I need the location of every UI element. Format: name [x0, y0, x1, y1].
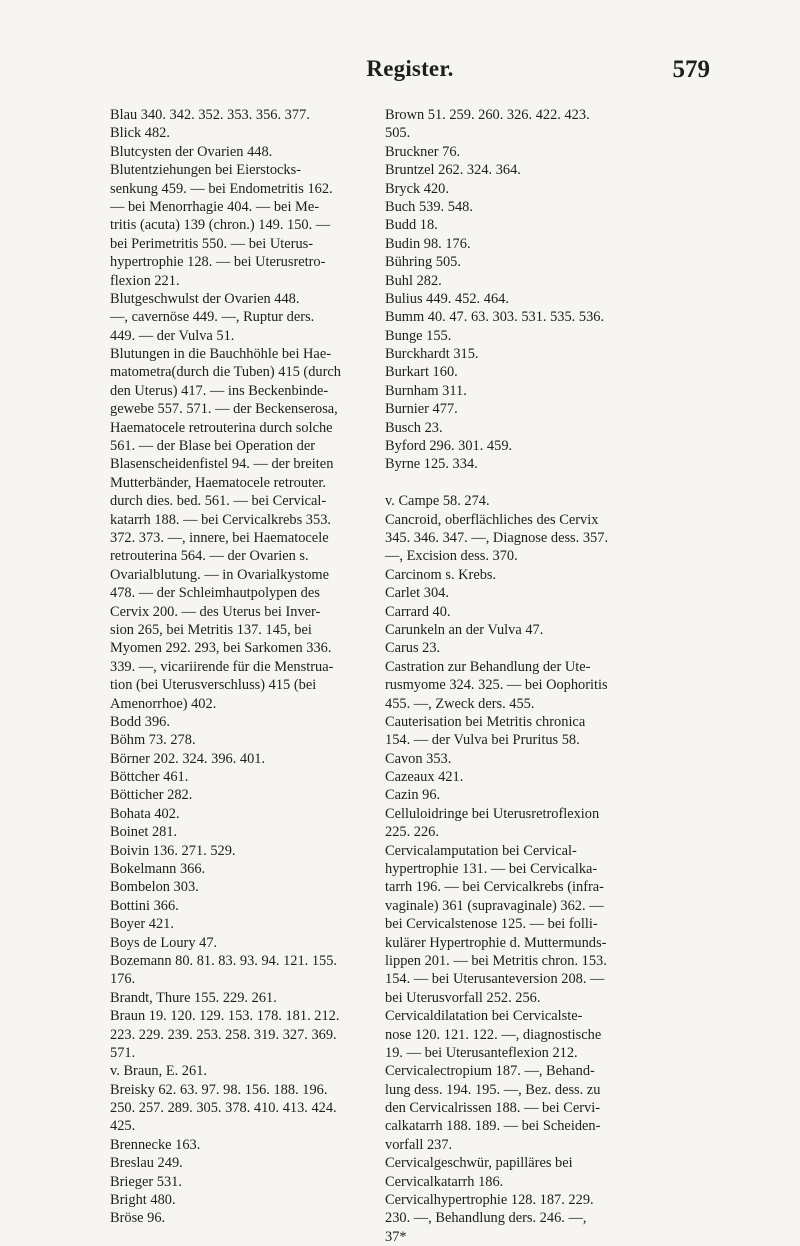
index-line: nose 120. 121. 122. —, diagnostische: [385, 1026, 602, 1043]
index-line: lung dess. 194. 195. —, Bez. dess. zu: [385, 1081, 601, 1098]
index-line: hypertrophie 128. — bei Uterusretro-: [110, 254, 326, 271]
index-line: Böttcher 461.: [110, 769, 189, 786]
index-line: Burnham 311.: [385, 382, 467, 399]
index-line: Carrard 40.: [385, 603, 451, 620]
index-line: Buhl 282.: [385, 272, 442, 289]
index-line: calkatarrh 188. 189. — bei Scheiden-: [385, 1118, 601, 1135]
index-line: Cervicalgeschwür, papilläres bei: [385, 1155, 573, 1172]
index-line: 250. 257. 289. 305. 378. 410. 413. 424.: [110, 1100, 337, 1117]
index-line: v. Braun, E. 261.: [110, 1063, 207, 1080]
page-header: [110, 56, 710, 90]
index-line: rusmyome 324. 325. — bei Oophoritis: [385, 677, 608, 694]
index-line: Braun 19. 120. 129. 153. 178. 181. 212.: [110, 1008, 340, 1025]
index-line: Cervicaldilatation bei Cervicalste-: [385, 1008, 583, 1025]
index-line: Bottini 366.: [110, 897, 179, 914]
index-line: Budd 18.: [385, 217, 438, 234]
index-line: 505.: [385, 125, 411, 142]
index-line: lippen 201. — bei Metritis chron. 153.: [385, 952, 607, 969]
index-line: Bunge 155.: [385, 327, 452, 344]
index-line: Haematocele retrouterina durch solche: [110, 419, 333, 436]
index-line: 455. —, Zweck ders. 455.: [385, 695, 535, 712]
page-number: 579: [672, 56, 710, 83]
index-line: 154. — bei Uterusanteversion 208. —: [385, 971, 605, 988]
index-line: Bruckner 76.: [385, 143, 461, 160]
index-line: —, cavernöse 449. —, Ruptur ders.: [110, 309, 315, 326]
index-line: —, Excision dess. 370.: [385, 548, 518, 565]
index-line: vaginale) 361 (supravaginale) 362. —: [385, 897, 604, 914]
index-line: 37*: [385, 1228, 407, 1245]
index-line: Boivin 136. 271. 529.: [110, 842, 236, 859]
index-line: 230. —, Behandlung ders. 246. —,: [385, 1210, 587, 1227]
page-title: Register.: [366, 56, 454, 81]
index-line: Brennecke 163.: [110, 1136, 201, 1153]
index-line: Cancroid, oberflächliches des Cervix: [385, 511, 599, 528]
index-line: bei Cervicalstenose 125. — bei folli-: [385, 916, 598, 933]
index-line: matometra(durch die Tuben) 415 (durch: [110, 364, 341, 381]
index-line: Blau 340. 342. 352. 353. 356. 377.: [110, 107, 310, 123]
index-line: Cervix 200. — des Uterus bei Inver-: [110, 603, 321, 620]
index-line: Carcinom s. Krebs.: [385, 566, 497, 583]
index-line: v. Campe 58. 274.: [385, 493, 490, 510]
index-line: Carus 23.: [385, 640, 441, 657]
index-line: 561. — der Blase bei Operation der: [110, 438, 316, 455]
index-line: Cervicalectropium 187. —, Behand-: [385, 1063, 595, 1080]
index-line: tritis (acuta) 139 (chron.) 149. 150. —: [110, 217, 331, 234]
index-line: Blutentziehungen bei Eierstocks-: [110, 162, 302, 179]
index-line: Byford 296. 301. 459.: [385, 438, 513, 455]
index-line: Bruntzel 262. 324. 364.: [385, 162, 521, 179]
index-line: 225. 226.: [385, 824, 439, 841]
index-line: Brandt, Thure 155. 229. 261.: [110, 989, 277, 1006]
index-line: Bröse 96.: [110, 1210, 166, 1227]
index-line: tarrh 196. — bei Cervicalkrebs (infra-: [385, 879, 604, 896]
index-line: Brieger 531.: [110, 1173, 182, 1190]
index-line: durch dies. bed. 561. — bei Cervical-: [110, 493, 327, 510]
index-line: Bokelmann 366.: [110, 861, 206, 878]
index-line: Myomen 292. 293, bei Sarkomen 336.: [110, 640, 332, 657]
index-line: Bombelon 303.: [110, 879, 199, 896]
index-line: sion 265, bei Metritis 137. 145, bei: [110, 621, 312, 638]
index-line: Bright 480.: [110, 1192, 176, 1209]
index-line: Boyer 421.: [110, 916, 174, 933]
index-line: 478. — der Schleimhautpolypen des: [110, 585, 320, 602]
index-line: Cervicalkatarrh 186.: [385, 1173, 504, 1190]
right-index-column: [385, 106, 703, 1246]
index-line: 176.: [110, 971, 136, 988]
index-line: Cervicalamputation bei Cervical-: [385, 842, 577, 859]
index-line: 425.: [110, 1118, 136, 1135]
index-line: 345. 346. 347. —, Diagnose dess. 357.: [385, 529, 609, 546]
index-line: Blutgeschwulst der Ovarien 448.: [110, 290, 300, 307]
index-line: Blasenscheidenfistel 94. — der breiten: [110, 456, 334, 473]
index-line: Bodd 396.: [110, 713, 170, 730]
index-line: Bryck 420.: [385, 180, 449, 197]
index-line: 571.: [110, 1044, 136, 1061]
index-line: gewebe 557. 571. — der Beckenserosa,: [110, 401, 338, 418]
index-line: Blutcysten der Ovarien 448.: [110, 143, 273, 160]
index-line: kulärer Hypertrophie d. Muttermunds-: [385, 934, 607, 951]
index-line: Carunkeln an der Vulva 47.: [385, 621, 544, 638]
index-line: 449. — der Vulva 51.: [110, 327, 235, 344]
index-line: Cazeaux 421.: [385, 769, 464, 786]
index-line: bei Perimetritis 550. — bei Uterus-: [110, 235, 314, 252]
index-line: katarrh 188. — bei Cervicalkrebs 353.: [110, 511, 331, 528]
index-line: Börner 202. 324. 396. 401.: [110, 750, 266, 767]
index-line: Böhm 73. 278.: [110, 732, 196, 749]
index-line: tion (bei Uterusverschluss) 415 (bei: [110, 677, 317, 694]
index-line: 19. — bei Uterusanteflexion 212.: [385, 1044, 578, 1061]
index-line: Bumm 40. 47. 63. 303. 531. 535. 536.: [385, 309, 605, 326]
index-line: Byrne 125. 334.: [385, 456, 478, 473]
index-line: den Uterus) 417. — ins Beckenbinde-: [110, 382, 329, 399]
index-line: Buch 539. 548.: [385, 198, 473, 215]
left-index-column: [110, 106, 428, 1228]
index-line: Celluloidringe bei Uterusretroflexion: [385, 805, 600, 822]
index-line: den Cervicalrissen 188. — bei Cervi-: [385, 1100, 601, 1117]
index-line: Cauterisation bei Metritis chronica: [385, 713, 586, 730]
index-line: Amenorrhoe) 402.: [110, 695, 217, 712]
index-line: Mutterbänder, Haematocele retrouter.: [110, 474, 326, 491]
index-line: 372. 373. —, innere, bei Haematocele: [110, 529, 329, 546]
index-line: Burkart 160.: [385, 364, 458, 381]
index-line: Bulius 449. 452. 464.: [385, 290, 509, 307]
index-line: retrouterina 564. — der Ovarien s.: [110, 548, 309, 565]
index-line: vorfall 237.: [385, 1136, 453, 1153]
index-line: bei Uterusvorfall 252. 256.: [385, 989, 541, 1006]
index-line: Bühring 505.: [385, 254, 461, 271]
index-line: hypertrophie 131. — bei Cervicalka-: [385, 861, 598, 878]
index-line: Budin 98. 176.: [385, 235, 471, 252]
index-section-gap: [385, 474, 703, 492]
index-line: Castration zur Behandlung der Ute-: [385, 658, 591, 675]
index-line: Burnier 477.: [385, 401, 458, 418]
index-line: flexion 221.: [110, 272, 180, 289]
index-line: Busch 23.: [385, 419, 443, 436]
index-line: 339. —, vicariirende für die Menstrua-: [110, 658, 334, 675]
index-line: — bei Menorrhagie 404. — bei Me-: [110, 198, 320, 215]
index-line: Blutungen in die Bauchhöhle bei Hae-: [110, 346, 331, 363]
index-line: Boinet 281.: [110, 824, 178, 841]
index-line: Carlet 304.: [385, 585, 449, 602]
index-line: Breisky 62. 63. 97. 98. 156. 188. 196.: [110, 1081, 328, 1098]
index-line: Brown 51. 259. 260. 326. 422. 423.: [385, 107, 590, 123]
index-line: 223. 229. 239. 253. 258. 319. 327. 369.: [110, 1026, 337, 1043]
index-line: Burckhardt 315.: [385, 346, 479, 363]
index-line: Cavon 353.: [385, 750, 452, 767]
index-line: Breslau 249.: [110, 1155, 183, 1172]
index-line: Blick 482.: [110, 125, 170, 142]
index-line: Bozemann 80. 81. 83. 93. 94. 121. 155.: [110, 952, 338, 969]
index-line: Boys de Loury 47.: [110, 934, 218, 951]
index-line: 154. — der Vulva bei Pruritus 58.: [385, 732, 580, 749]
index-line: Bohata 402.: [110, 805, 180, 822]
index-line: Bötticher 282.: [110, 787, 193, 804]
index-line: Cervicalhypertrophie 128. 187. 229.: [385, 1192, 594, 1209]
index-line: senkung 459. — bei Endometritis 162.: [110, 180, 333, 197]
index-line: Ovarialblutung. — in Ovarialkystome: [110, 566, 330, 583]
index-line: Cazin 96.: [385, 787, 441, 804]
